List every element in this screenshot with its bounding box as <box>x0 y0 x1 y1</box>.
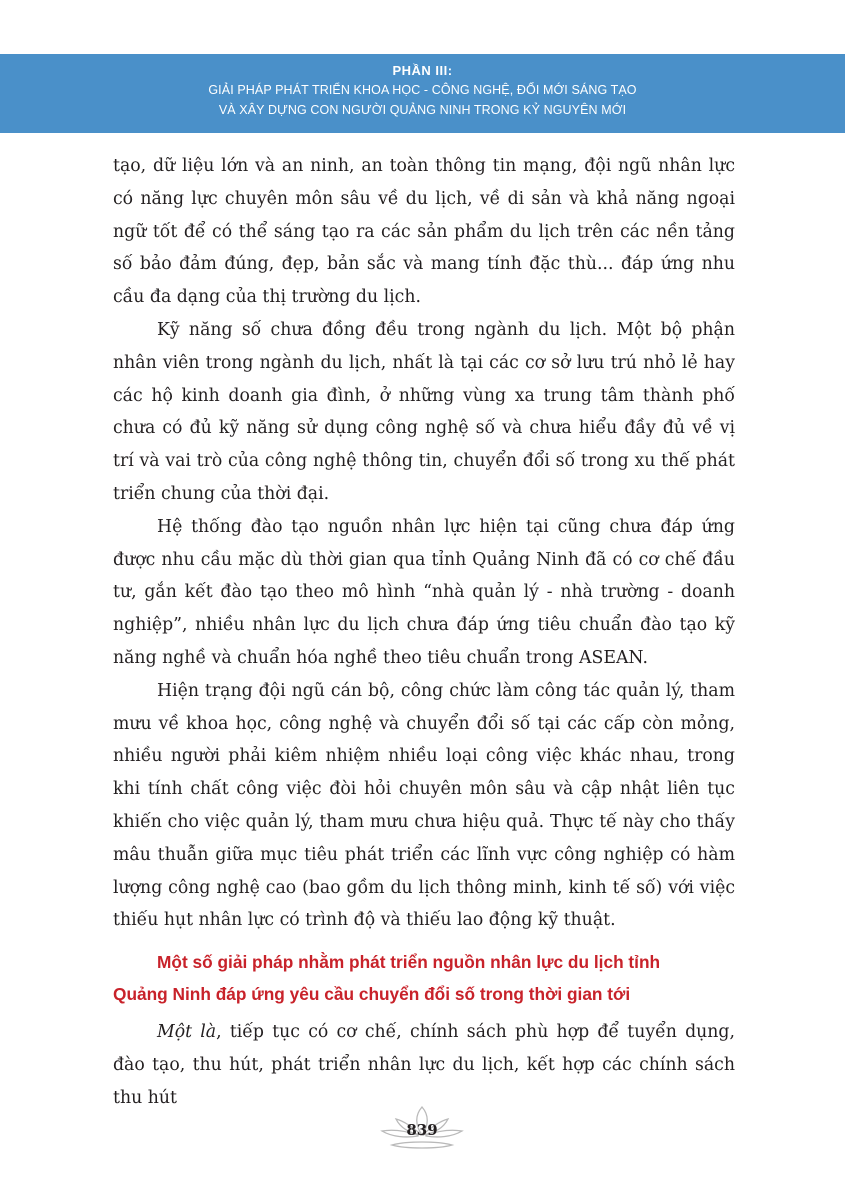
section-heading <box>113 946 735 1010</box>
page-footer <box>372 1105 472 1153</box>
page-body <box>113 150 735 1115</box>
paragraph-5-text: , tiếp tục có cơ chế, chính sách phù hợp để tuyển dụng, đào tạo, thu hút, phát triển nhân lực du lịch, kết hợp các chính sách thu hút <box>113 1022 735 1108</box>
paragraph-1: tạo, dữ liệu lớn và an ninh, an toàn thông tin mạng, đội ngũ nhân lực có năng lực chuyên môn sâu về du lịch, về di sản và khả năng ngoại ngữ tốt để có thể sáng tạo ra các sản phẩm du lịch trên các nền tảng số bảo đảm đúng, đẹp, bản sắc và mang tính đặc thù... đáp ứng nhu cầu đa dạng của thị trường du lịch. <box>113 156 735 308</box>
paragraph-2: Kỹ năng số chưa đồng đều trong ngành du lịch. Một bộ phận nhân viên trong ngành du lịch, nhất là tại các cơ sở lưu trú nhỏ lẻ hay các hộ kinh doanh gia đình, ở những vùng xa trung tâm thành phố chưa có đủ kỹ năng sử dụng công nghệ số và chưa hiểu đầy đủ về vị trí và vai trò của công nghệ thông tin, chuyển đổi số trong xu thế phát triển chung của thời đại. <box>113 319 735 504</box>
paragraph-4: Hiện trạng đội ngũ cán bộ, công chức làm công tác quản lý, tham mưu về khoa học, công nghệ và chuyển đổi số tại các cấp còn mỏng, nhiều người phải kiêm nhiệm nhiều loại công việc khác nhau, trong khi tính chất công việc đòi hỏi chuyên môn sâu và cập nhật liên tục khiến cho việc quản lý, tham mưu chưa hiệu quả. Thực tế này cho thấy mâu thuẫn giữa mục tiêu phát triển các lĩnh vực công nghiệp có hàm lượng công nghệ cao (bao gồm du lịch thông minh, kinh tế số) với việc thiếu hụt nhân lực có trình độ và thiếu lao động kỹ thuật. <box>113 680 735 931</box>
part-subtitle-line-1: GIẢI PHÁP PHÁT TRIỂN KHOA HỌC - CÔNG NGHỆ, ĐỔI MỚI SÁNG TẠO <box>208 83 637 97</box>
part-title: PHẦN III: <box>392 63 453 78</box>
section-heading-line-1: Một số giải pháp nhằm phát triển nguồn nhân lực du lịch tỉnh <box>157 952 661 973</box>
page-number: 839 <box>406 1121 438 1139</box>
paragraph-5 <box>113 1016 735 1114</box>
paragraph-3: Hệ thống đào tạo nguồn nhân lực hiện tại cũng chưa đáp ứng được nhu cầu mặc dù thời gian qua tỉnh Quảng Ninh đã có cơ chế đầu tư, gắn kết đào tạo theo mô hình “nhà quản lý - nhà trường - doanh nghiệp”, nhiều nhân lực du lịch chưa đáp ứng tiêu chuẩn đào tạo kỹ năng nghề và chuẩn hóa nghề theo tiêu chuẩn trong ASEAN. <box>113 516 735 668</box>
section-heading-line-2: Quảng Ninh đáp ứng yêu cầu chuyển đổi số trong thời gian tới <box>113 984 631 1005</box>
paragraph-5-italic-lead: Một là <box>157 1022 217 1043</box>
chapter-header-banner <box>0 54 845 133</box>
part-subtitle-line-2: VÀ XÂY DỰNG CON NGƯỜI QUẢNG NINH TRONG KỶ NGUYÊN MỚI <box>218 103 627 117</box>
